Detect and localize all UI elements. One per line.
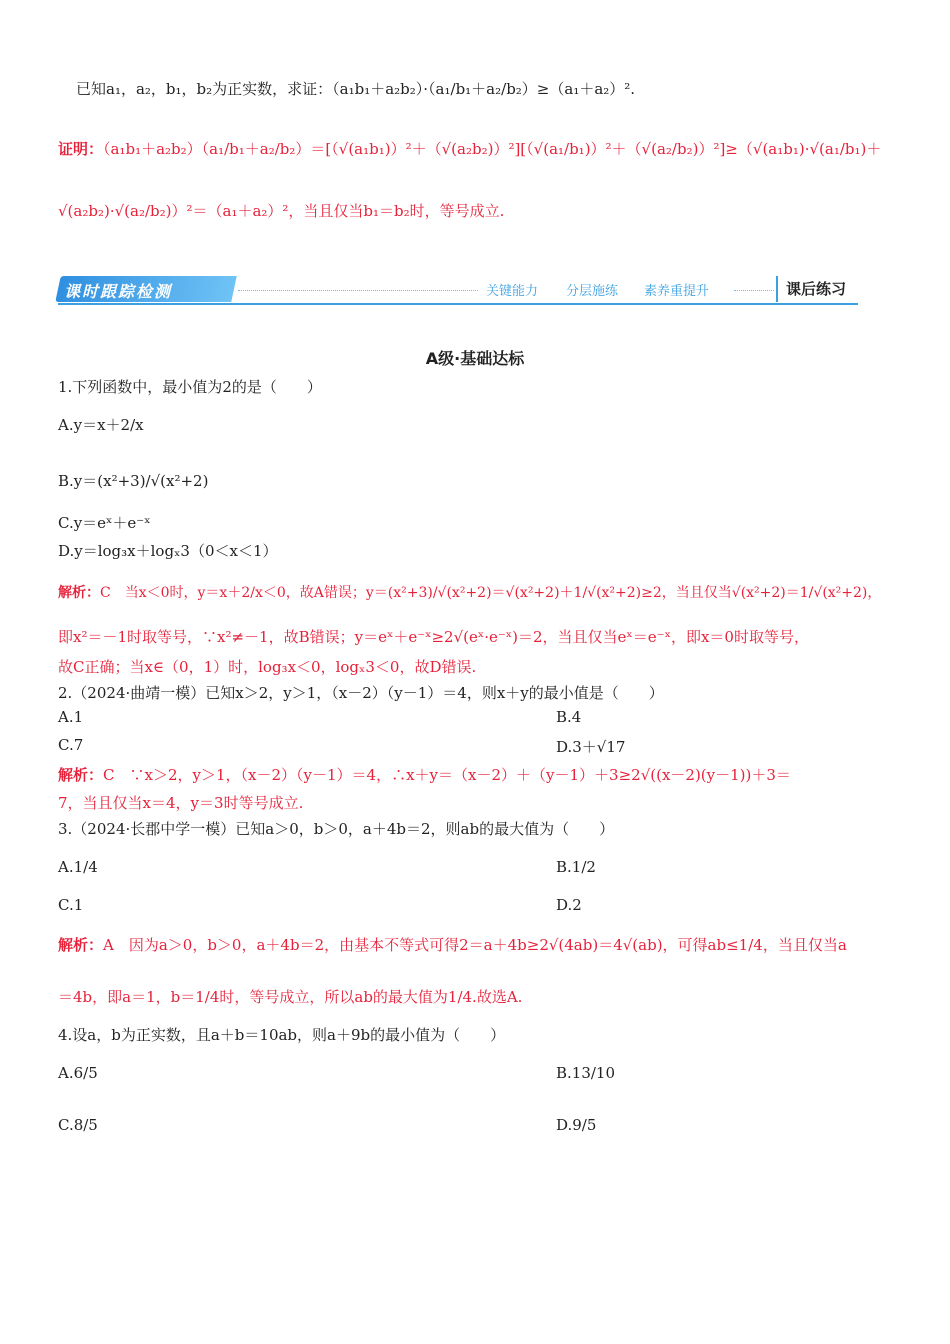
proof-line-2: √(a₂b₂)·√(a₂/b₂)）²＝（a₁＋a₂）²，当且仅当b₁＝b₂时，等号成立. [58,202,505,220]
q4-stem: 4.设a，b为正实数，且a＋b＝10ab，则a＋9b的最小值为（ ） [58,1026,506,1044]
q1-answer-text-1: C 当x＜0时，y＝x＋2/x＜0，故A错误；y＝(x²+3)/√(x²+2)＝√(x²+2)＋1/√(x²+2)≥2，当且仅当√(x²+2)＝1/√(x²+2)， [100,585,882,601]
q1-answer-2: 即x²＝－1时取等号，∵x²≠－1，故B错误；y＝eˣ＋e⁻ˣ≥2√(eˣ·e⁻ˣ)＝2，当且仅当eˣ＝e⁻ˣ，即x＝0时取等号， [58,628,809,646]
section-banner [58,276,858,304]
proof-line-1 [58,138,881,159]
banner-sub-3: 素养重提升 [644,284,710,299]
banner-tag: 课时跟踪检测 [64,282,173,301]
banner-underline [58,303,858,305]
q3-answer-label: 解析： [58,936,104,954]
q3-answer-text-1: A 因为a＞0，b＞0，a＋4b＝2，由基本不等式可得2＝a＋4b≥2√(4ab)＝4√(ab)，可得ab≤1/4，当且仅当a [103,936,847,954]
intro-prompt: 已知a₁，a₂，b₁，b₂为正实数，求证：（a₁b₁＋a₂b₂）·（a₁/b₁＋a₂/b₂）≥（a₁＋a₂）². [76,80,636,98]
q4-option-d: D.9/5 [556,1116,597,1134]
banner-sub-2: 分层施练 [566,284,619,299]
q1-answer-label: 解析： [58,585,100,601]
proof-text-1: （a₁b₁＋a₂b₂）（a₁/b₁＋a₂/b₂）＝[（√(a₁b₁)）²＋（√(a₂b₂)）²][（√(a₁/b₁)）²＋（√(a₂/b₂)）²]≥（√(a₁b₁)·√(a₁/b₁)＋ [103,140,882,158]
q3-option-b: B.1/2 [556,858,596,876]
q2-stem: 2.（2024·曲靖一模）已知x＞2，y＞1，（x－2）（y－1）＝4，则x＋y的最小值是（ ） [58,684,664,702]
banner-dots [238,290,478,291]
q1-option-b: B.y＝(x²+3)/√(x²+2) [58,472,209,490]
q2-option-b: B.4 [556,708,582,726]
q2-answer-1 [58,764,791,785]
q3-option-d: D.2 [556,896,582,914]
q1-stem: 1.下列函数中，最小值为2的是（ ） [58,378,322,396]
q3-answer-1 [58,934,847,955]
q1-option-d: D.y＝log₃x＋logₓ3（0＜x＜1） [58,542,278,560]
q3-option-a: A.1/4 [58,858,98,876]
q1-option-c: C.y＝eˣ＋e⁻ˣ [58,514,151,532]
q4-option-a: A.6/5 [58,1064,98,1082]
banner-side: 课后练习 [776,276,846,302]
q4-option-b: B.13/10 [556,1064,616,1082]
q4-option-c: C.8/5 [58,1116,98,1134]
banner-dots-2 [734,290,774,291]
section-title: A级·基础达标 [425,349,525,368]
q2-option-c: C.7 [58,736,84,754]
q2-answer-text-1: C ∵x＞2，y＞1，（x－2）（y－1）＝4，∴x＋y＝（x－2）＋（y－1）＋3≥2√((x－2)(y－1))＋3＝ [103,766,791,784]
q3-stem: 3.（2024·长郡中学一模）已知a＞0，b＞0，a＋4b＝2，则ab的最大值为（ ） [58,820,615,838]
proof-label: 证明： [58,140,104,158]
q2-answer-2: 7，当且仅当x＝4，y＝3时等号成立. [58,794,304,812]
q1-answer-1 [58,582,881,602]
q1-option-a: A.y＝x＋2/x [58,416,144,434]
q2-answer-label: 解析： [58,766,104,784]
q1-answer-3: 故C正确；当x∈（0，1）时，log₃x＜0，logₓ3＜0，故D错误. [58,658,477,676]
q3-answer-2: ＝4b，即a＝1，b＝1/4时，等号成立，所以ab的最大值为1/4.故选A. [58,988,523,1006]
q2-option-a: A.1 [58,708,84,726]
q3-option-c: C.1 [58,896,84,914]
q2-option-d: D.3＋√17 [556,738,626,756]
banner-sub-1: 关键能力 [486,284,539,299]
